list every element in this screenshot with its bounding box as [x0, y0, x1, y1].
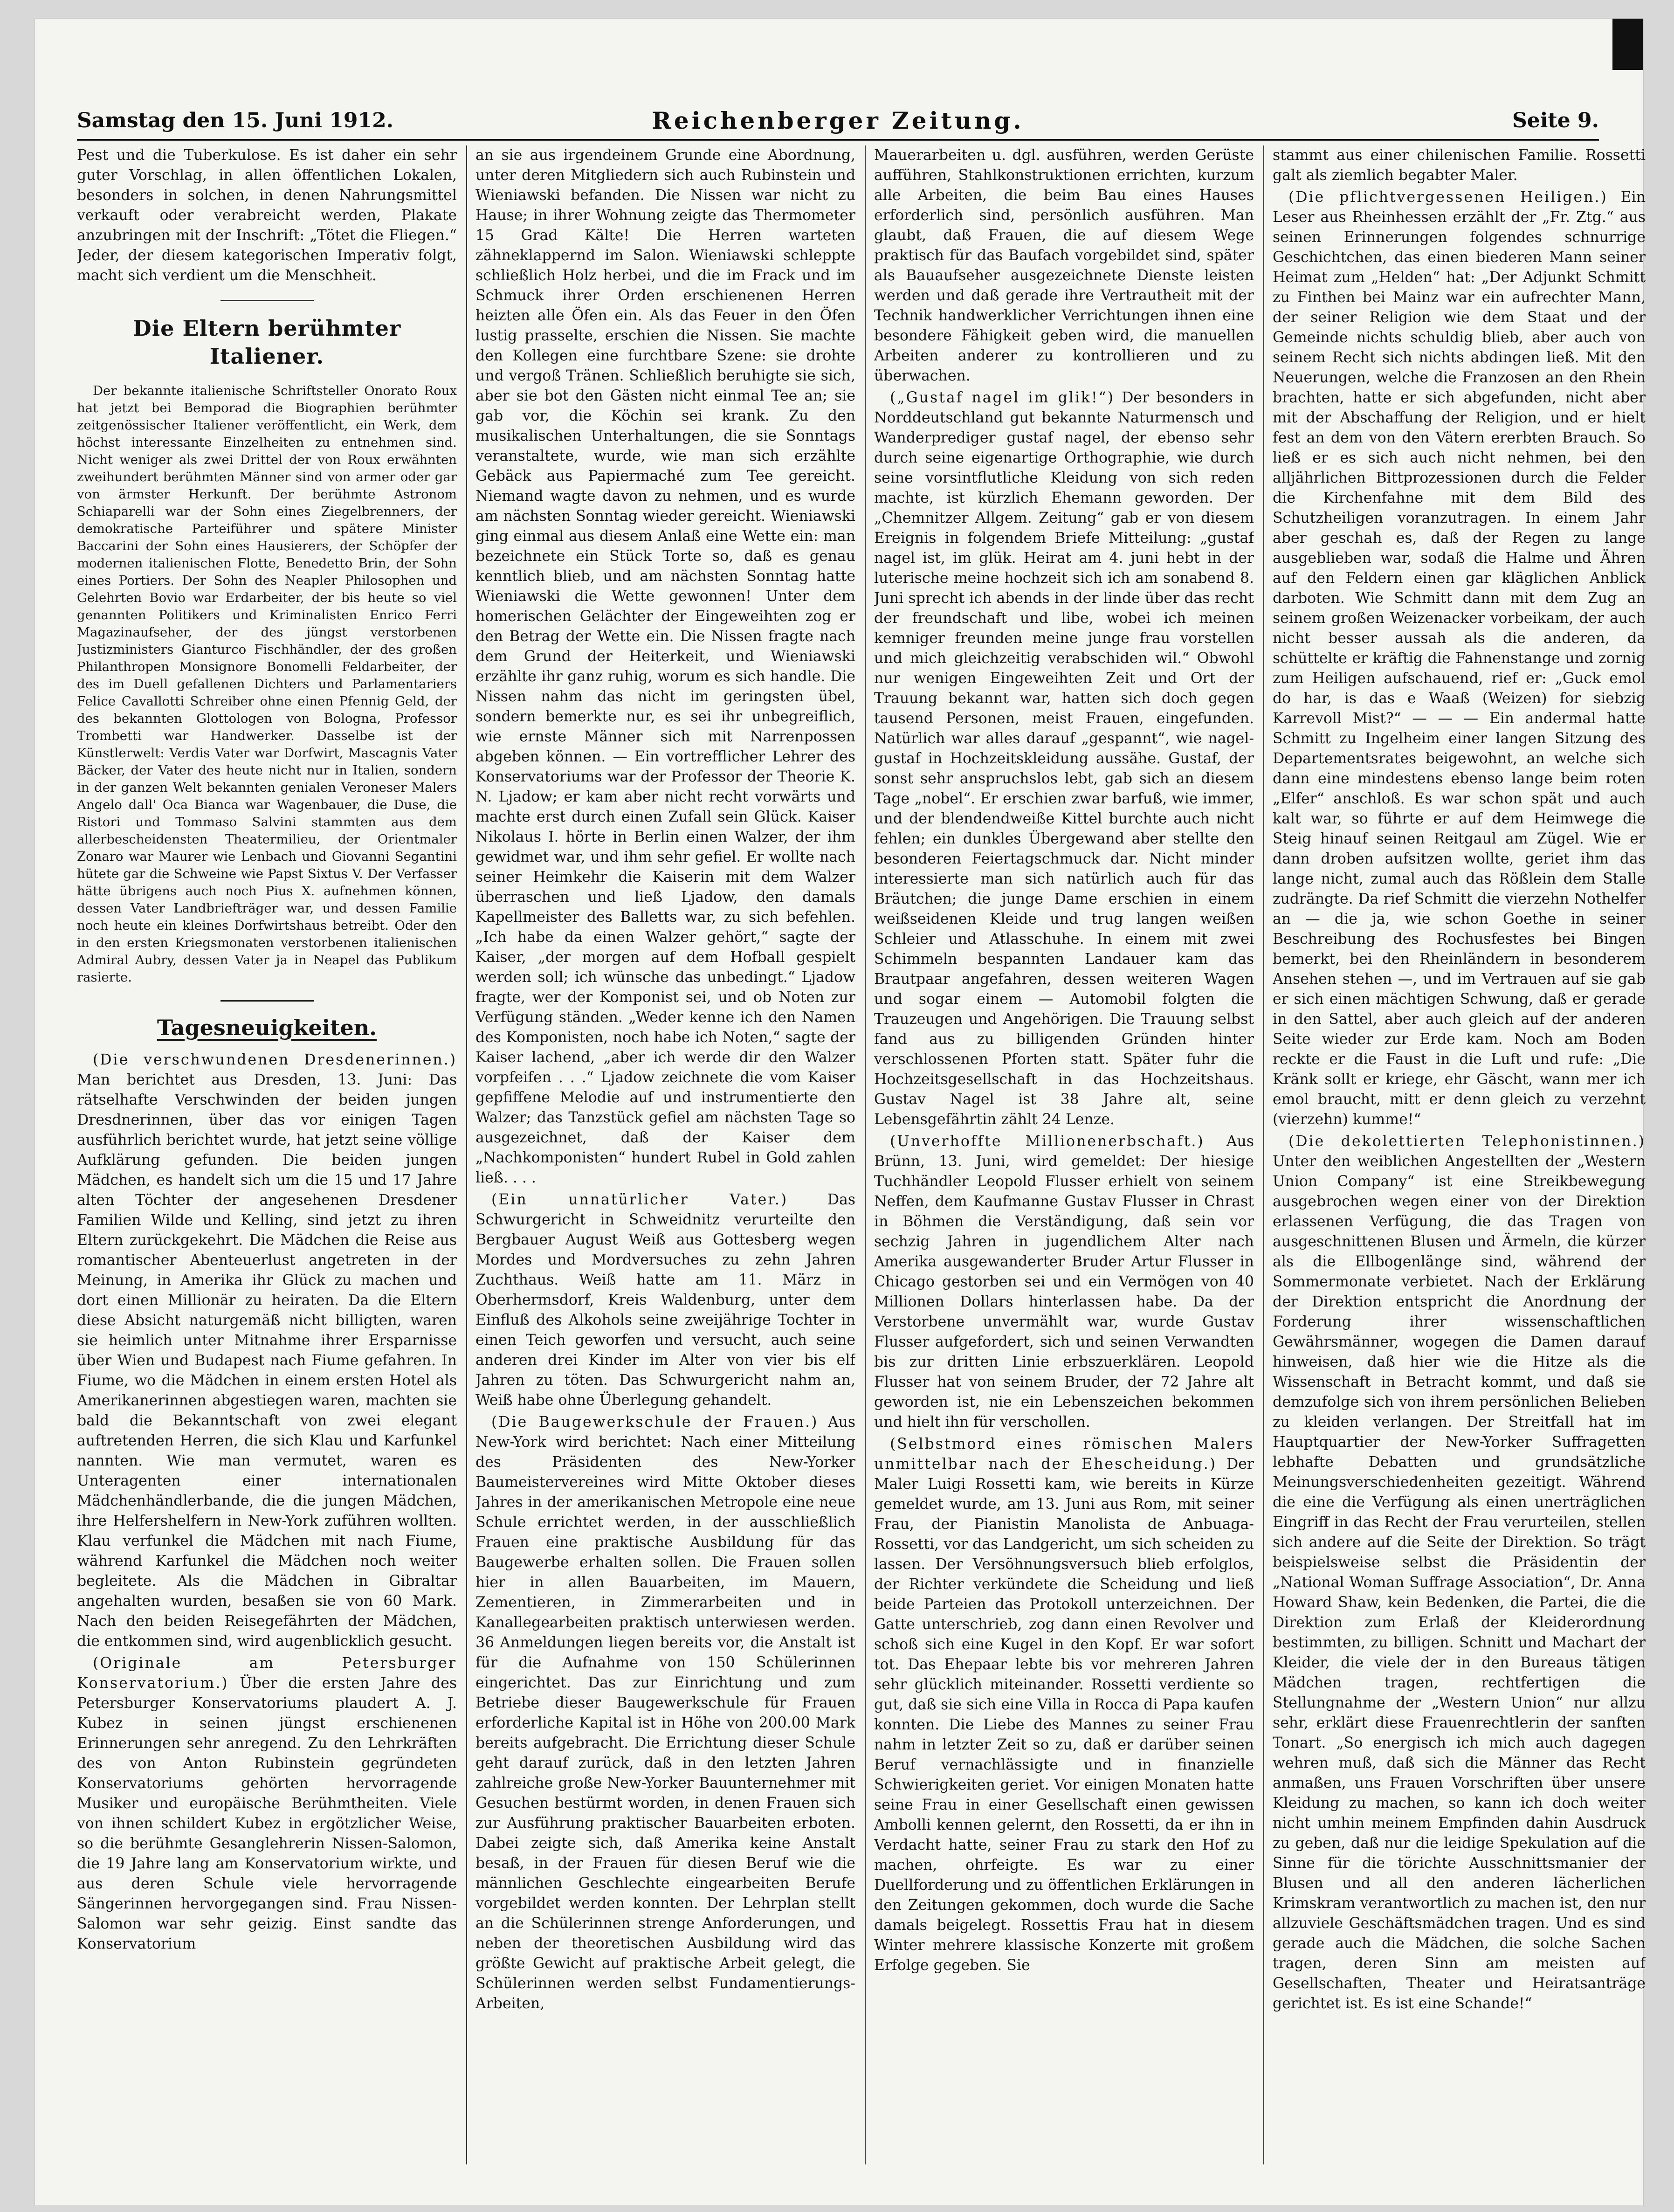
article-text: stammt aus einer chilenischen Familie. Rossetti galt als ziemlich begabter Maler. — [1273, 147, 1646, 184]
article-text: Der bekannte italienische Schriftsteller Onorato Roux hat jetzt bei Bemporad die Biographien berühmter zeitgenössischer Italiener veröffentlicht, ein Werk, dem höchst interessante Einzelheiten zu entnehmen sind. Nicht weniger als zwei Drittel der von Roux erwähnten zweihundert berühmten Männer sind von armer oder gar von ärmster Herkunft. Der berühmte Astronom Schiaparelli war der Sohn eines Ziegelbrenners, der demokratische Parteiführer und spätere Minister Baccarini der Sohn eines Hausierers, der Schöpfer der modernen italienischen Flotte, Benedetto Brin, der Sohn eines Portiers. Der Sohn des Neapler Philosophen und Gelehrten Bovio war Erdarbeiter, der bis heute so viel genannten Politikers und Kriminalisten Enrico Ferri Magazinaufseher, der des jüngst verstorbenen Justizministers Gianturco Fischhändler, der des großen Philanthropen Monsignore Bonomelli Feldarbeiter, der des im Duell gefallenen Dichters und Parlamentariers Felice Cavallotti Schreiber ohne einen Pfennig Geld, der des bekannten Glottologen von Bologna, Professor Trombetti war Handwerker. Dasselbe ist der Künstlerwelt: Verdis Vater war Dorfwirt, Mascagnis Vater Bäcker, der Vater des heute nicht nur in Italien, sondern in der ganzen Welt bekannten genialen Veroneser Malers Angelo dall' Oca Bianca war Wagenbauer, die Duse, die Ristori und Tommaso Salvini stammten aus dem allerbescheidensten Theatermilieu, der Orientmaler Zonaro war Maurer wie Lenbach und Giovanni Segantini hütete gar die Schweine wie Papst Sixtus V. Der Verfasser hätte übrigens auch noch Pius X. aufnehmen können, dessen Vater Landbriefträger war, und dessen Familie noch heute ein kleines Dorfwirtshaus betreibt. Oder den in den ersten Kriegsmonaten verstorbenen italienischen Admiral Aubry, dessen Vater ja in Neapel das Publikum rasierte. — [77, 383, 457, 985]
article-caption: (Unverhoffte Millionenerbschaft.) — [890, 1133, 1205, 1150]
article-caption: (Die Baugewerkschule der Frauen.) — [491, 1414, 819, 1431]
article-caption: (Die verschwundenen Dresdenerinnen.) — [93, 1051, 457, 1068]
header-rule — [77, 139, 1599, 141]
article-text: Der besonders in Norddeutschland gut bekannte Naturmensch und Wanderprediger gustaf nagel, der ebenso sehr durch seine eigenartige Orthographie, wie durch seine vorsintflutliche Kleidung von sich reden machte, ist kürzlich Ehemann geworden. Der „Chemnitzer Allgem. Zeitung“ gab er von diesem Ereignis in folgendem Briefe Mitteilung: „gustaf nagel ist, im glük. Heirat am 4. juni hebt in der luterische meine hochzeit sich ich am sonabend 8. Juni sprecht ich abends in der linde über das recht der freundschaft und libe, wobei ich meinen kemniger freunden meine junge frau vorstellen und mich gleichzeitig verabschiden wil.“ Obwohl nur wenigen Eingeweihten Zeit und Ort der Trauung bekannt war, hatten sich doch gegen tausend Personen, meist Frauen, eingefunden. Natürlich war alles darauf „gespannt“, wie nagel-gustaf in Hochzeitskleidung aussähe. Gustaf, der sonst sehr anspruchslos lebt, gab sich an diesem Tage „nobel“. Er erschien zwar barfuß, wie immer, und der blendendweiße Kittel burchte auch nicht fehlen; ein dunkles Übergewand aber stellte den besonderen Feiertagschmuck dar. Nicht minder interessierte man sich natürlich auch für das Bräutchen; die junge Dame erschien in einem weißseidenen Kleide und trug langen weißen Schleier und Atlasschuhe. In einem mit zwei Schimmeln bespannten Landauer kam das Brautpaar angefahren, dessen weiteren Wagen und sogar einem — Automobil folgten die Trauzeugen und Angehörigen. Die Trauung selbst fand aus zu billigenden Gründen hinter verschlossenen Pforten statt. Später fuhr die Hochzeitsgesellschaft in das Hochzeitshaus. Gustav Nagel ist 38 Jahre alt, seine Lebensgefährtin zählt 24 Lenze. — [874, 389, 1254, 1128]
column-1 — [77, 145, 457, 2174]
column-3 — [874, 145, 1254, 2174]
column-4 — [1273, 145, 1646, 2174]
article-text: Ein Leser aus Rheinhessen erzählt der „Fr. Ztg.“ aus seinen Erinnerungen folgendes schnurrige Geschichtchen, das einen biederen Mann seiner Heimat zum „Helden“ hat: „Der Adjunkt Schmitt zu Finthen bei Mainz war ein aufrechter Mann, der seiner Religion wie dem Staat und der Gemeinde nichts schuldig blieb, aber auch von seinem Recht sich nichts abdingen ließ. Mit den Neuerungen, welche die Franzosen an den Rhein brachten, hatte er sich abgefunden, nicht aber mit der Abschaffung der Religion, und er hielt fest an dem von den Vätern ererbten Brauch. So ließ er es sich auch nicht nehmen, bei den alljährlichen Bittprozessionen durch die Felder die Kirchenfahne mit dem Bild des Schutzheiligen voranzutragen. In einem Jahr aber geschah es, daß der Regen zu lange ausgeblieben war, sodaß die Halme und Ähren auf den Feldern einen gar kläglichen Anblick darboten. Wie Schmitt dann mit dem Zug an seinem großen Weizenacker vorbeikam, der auch nicht besser aussah als die anderen, da schüttelte er kräftig die Fahnenstange und zornig zum Heiligen aufschauend, rief er: „Guck emol do har, is das e Waaß (Weizen) for siebzig Karrevoll Mist?“ — — — Ein andermal hatte Schmitt zu Ingelheim einer langen Sitzung des Departementsrates beigewohnt, an welche sich dann eine mindestens ebenso lange beim roten „Elfer“ anschloß. Es war schon spät und auch kalt war, so führte er auf dem Heimwege die Steig hinauf seinen Reitgaul am Zügel. Wie er dann droben aufsitzen wollte, geriet ihm das lange nicht, zumal auch das Rößlein dem Stalle zudrängte. Da rief Schmitt die vierzehn Nothelfer an — die ja, wie schon Goethe in seiner Beschreibung des Rochusfestes bei Bingen bemerkt, bei den Rheinländern in besonderem Ansehen stehen —, und im Vertrauen auf sie gab er sich einen mächtigen Schwung, daß er gerade in den Sattel, aber auch gleich auf der anderen Seite wieder zur Erde kam. Noch am Boden reckte er die Faust in die Luft und rufe: „Die Kränk sollt er kriege, ehr Gäscht, wann mer ich emol braucht, mitt er denn gleich zu verzehnt (vierzehn) kumme!“ — [1273, 189, 1646, 1128]
article-caption: (Die pflichtvergessenen Heiligen.) — [1288, 189, 1608, 206]
article-text: Pest und die Tuberkulose. Es ist daher ein sehr guter Vorschlag, in allen öffentlichen Lokalen, besonders in solchen, in denen Nahrungsmittel verkauft oder verabreicht werden, Plakate anzubringen mit der Inschrift: „Tötet die Fliegen.“ Jeder, der diesem kategorischen Imperativ folgt, macht sich verdient um die Menschheit. — [77, 147, 457, 284]
article-text: Der Maler Luigi Rossetti kam, wie bereits in Kürze gemeldet wurde, am 13. Juni aus Rom, mit seiner Frau, der Pianistin Manolista de Anbuaga-Rossetti, vor das Landgericht, um sich scheiden zu lassen. Der Versöhnungsversuch blieb erfolglos, der Richter verkündete die Scheidung und ließ beide Parteien das Protokoll unterzeichnen. Der Gatte unterschrieb, zog dann einen Revolver und schoß sich eine Kugel in den Kopf. Er war sofort tot. Das Ehepaar lebte bis vor mehreren Jahren sehr glücklich miteinander. Rossetti verdiente so gut, daß sie sich eine Villa in Rocca di Papa kaufen konnten. Die Liebe des Mannes zu seiner Frau nahm in letzter Zeit so zu, daß er darüber seinen Beruf vernachlässigte und in finanzielle Schwierigkeiten geriet. Vor einigen Monaten hatte seine Frau in einer Gesellschaft einen gewissen Ambolli kennen gelernt, den Rossetti, da er ihn in Verdacht hatte, seiner Frau zu stark den Hof zu machen, ohrfeigte. Es war zu einer Duellforderung und zu öffentlichen Erklärungen in den Zeitungen gekommen, doch wurde die Sache damals beigelegt. Rossettis Frau hat in diesem Winter mehrere klassische Konzerte mit großem Erfolge gegeben. Sie — [874, 1456, 1254, 1974]
scan-corner-mark — [1612, 19, 1643, 70]
article-caption: („Gustaf nagel im glik!“) — [890, 389, 1115, 406]
article-caption: (Die dekolettierten Telephonistinnen.) — [1288, 1133, 1646, 1150]
article-text: Man berichtet aus Dresden, 13. Juni: Das rätselhafte Verschwinden der beiden jungen Dresdnerinnen, über das vor einigen Tagen ausführlich berichtet wurde, hat jetzt seine völlige Aufklärung gefunden. Die beiden jungen Mädchen, es handelt sich um die 15 und 17 Jahre alten Töchter der angesehenen Dresdener Familien Wilde und Kelling, sind jetzt zu ihren Eltern zurückgekehrt. Die Mädchen die Reise aus romantischer Abenteuerlust angetreten in der Meinung, in Amerika ihr Glück zu machen und dort einen Millionär zu heiraten. Da die Eltern diese Absicht naturgemäß nicht billigten, waren sie heimlich unter Mitnahme ihrer Ersparnisse über Wien und Budapest nach Fiume gefahren. In Fiume, wo die Mädchen in einem ersten Hotel als Amerikanerinnen abgestiegen waren, machten sie bald die Bekanntschaft von zwei elegant auftretenden Herren, die sich Klau und Karfunkel nannten. Wie man vermutet, waren es Unteragenten einer internationalen Mädchenhändlerbande, die die jungen Mädchen, ihre Helfershelfern in New-York zuführen wollten. Klau verfunkel die Mädchen mit nach Fiume, während Karfunkel die Mädchen noch weiter begleitete. Als die Mädchen in Gibraltar angehalten wurden, besaßen sie von 60 Mark. Nach den beiden Reisegefährten der Mädchen, die entkommen sind, wird augenblicklich gesucht. — [77, 1071, 457, 1650]
article-text: Mauerarbeiten u. dgl. ausführen, werden Gerüste aufführen, Stahlkonstruktionen errichten, kurzum alle Arbeiten, die beim Bau eines Hauses erforderlich sind, persönlich ausführen. Man glaubt, daß Frauen, die auf diesem Wege praktisch für das Baufach vorgebildet sind, später als Bauaufseher ausgezeichnete Dienste leisten werden und daß gerade ihre Vertrautheit mit der Technik handwerklicher Verrichtungen ihnen eine besondere Fähigkeit geben wird, die manuellen Arbeiten anderer zu kontrollieren und zu überwachen. — [874, 147, 1254, 384]
article-text: Aus Brünn, 13. Juni, wird gemeldet: Der hiesige Tuchhändler Leopold Flusser erhielt von seinem Neffen, dem Kaufmanne Gustav Flusser in Chrast in Böhmen die Verständigung, daß sein vor sechzig Jahren in jugendlichem Alter nach Amerika ausgewanderter Bruder Artur Flusser in Chicago gestorben sei und ein Vermögen von 40 Millionen Dollars hinterlassen habe. Da der Verstorbene unvermählt war, wurde Gustav Flusser aufgefordert, sich und seinen Verwandten bis zur dritten Linie erbszuerklären. Leopold Flusser hat von seinem Bruder, der 72 Jahre alt geworden ist, nie ein Lebenszeichen bekommen und hielt ihn für verschollen. — [874, 1133, 1254, 1431]
masthead — [77, 105, 1599, 138]
article-caption: (Ein unnatürlicher Vater.) — [491, 1191, 788, 1208]
column-divider — [1263, 145, 1264, 2164]
article-text: Das Schwurgericht in Schweidnitz verurteilte den Bergbauer August Weiß aus Gottesberg wegen Mordes und Mordversuches zu zehn Jahren Zuchthaus. Weiß hatte am 11. März in Oberhermsdorf, Kreis Waldenburg, unter dem Einfluß des Alkohols seine zweijährige Tochter in einen Teich geworfen und versucht, auch seine anderen drei Kinder im Alter von vier bis elf Jahren zu töten. Das Schwurgericht nahm an, Weiß habe ohne Überlegung gehandelt. — [475, 1191, 855, 1409]
article-text: Über die ersten Jahre des Petersburger Konservatoriums plaudert A. J. Kubez in seinen jüngst erschienenen Erinnerungen sehr anregend. Zu den Lehrkräften des von Anton Rubinstein gegründeten Konservatoriums gehörten hervorragende Musiker und europäische Berühmtheiten. Viele von ihnen schildert Kubez in ergötzlicher Weise, so die berühmte Gesanglehrerin Nissen-Salomon, die 19 Jahre lang am Konservatorium wirkte, und aus deren Schule viele hervorragende Sängerinnen hervorgegangen sind. Frau Nissen-Salomon war sehr geizig. Einst sandte das Konservatorium — [77, 1675, 457, 1952]
column-divider — [865, 145, 866, 2164]
article-text: Unter den weiblichen Angestellten der „Western Union Company“ ist eine Streikbewegung ausgebrochen wegen einer von der Direktion erlassenen Verfügung, die das Tragen von ausgeschnittenen Blusen und Ärmeln, die kürzer als die Ellbogenlänge sind, während der Sommermonate verbietet. Nach der Erklärung der Direktion entspricht die Anordnung der Forderung ihrer wissenschaftlichen Gewährsmänner, wogegen die Damen darauf hinweisen, daß hier wie die Hitze als die Wissenschaft in Betracht kommt, und daß sie demzufolge sich von ihrem persönlichen Belieben zu kleiden verlangen. Der Streitfall hat im Hauptquartier der New-Yorker Suffragetten lebhafte Debatten und grundsätzliche Meinungsverschiedenheiten gezeitigt. Während die eine die Verfügung als einen unerträglichen Eingriff in das Recht der Frau verurteilen, stellen sich andere auf die Seite der Direktion. So trägt beispielsweise selbst die Präsidentin der „National Woman Suffrage Association“, Dr. Anna Howard Shaw, kein Bedenken, die Partei, die die Direktion zum Erlaß der Kleiderordnung bestimmten, zu billigen. Schnitt und Machart der Kleider, die viele der in den Bureaus tätigen Mädchen tragen, rechtfertigen die Stellungnahme der „Western Union“ nur allzu sehr, erklärt diese Frauenrechtlerin der sanften Tonart. „So energisch ich mich auch dagegen wehren muß, daß sich die Männer das Recht anmaßen, uns Frauen Vorschriften über unsere Kleidung zu machen, so kann ich doch weiter nicht umhin meinem Empfinden dahin Ausdruck zu geben, daß nur die leidige Spekulation auf die Sinne für die törichte Ausschnittsmanier der Blusen und all den anderen lächerlichen Krimskram verantwortlich zu machen ist, den nur allzuviele Geschäftsmädchen tragen. Und es sind gerade auch die Mädchen, die solche Sachen tragen, deren Sinn am meisten auf Gesellschaften, Theater und Heiratsanträge gerichtet ist. Es ist eine Schande!“ — [1273, 1153, 1646, 2012]
article-text: an sie aus irgendeinem Grunde eine Abordnung, unter deren Mitgliedern sich auch Rubinstein und Wieniawski befanden. Die Nissen war nicht zu Hause; in ihrer Wohnung zeigte das Thermometer 15 Grad Kälte! Die Herren warteten zähneklappernd im Salon. Wieniawski schleppte schließlich Holz herbei, und die im Frack und im Schmuck ihrer Orden erschienenen Herren heizten alle Öfen ein. Als das Feuer in den Öfen lustig prasselte, erschien die Nissen. Sie machte den Kollegen eine furchtbare Szene: sie drohte und vergoß Tränen. Schließlich beruhigte sie sich, aber sie bot den Gästen nicht einmal Tee an; sie gab vor, die Köchin sei krank. Zu den musikalischen Unterhaltungen, die sie Sonntags veranstaltete, wurde, wie man sich erzählte Gebäck aus Papiermaché zum Tee gereicht. Niemand wagte davon zu nehmen, und es wurde am nächsten Sonntag wieder gereicht. Wieniawski ging einmal aus diesem Anlaß eine Wette ein: man bezeichnete ein Stück Torte so, daß es genau kenntlich blieb, und am nächsten Sonntag hatte Wieniawski die Wette gewonnen! Unter dem homerischen Gelächter der Eingeweihten zog er den Betrag der Wette ein. Die Nissen fragte nach dem Grund der Heiterkeit, und Wieniawski erzählte ihr ganz ruhig, worum es sich handle. Die Nissen nahm das nicht im geringsten übel, sondern bemerkte nur, es sei ihr unbegreiflich, wie ernste Männer sich mit Narrenpossen abgeben können. — Ein vortrefflicher Lehrer des Konservatoriums war der Professor der Theorie K. N. Ljadow; er kam aber nicht recht vorwärts und machte erst durch einen Zufall sein Glück. Kaiser Nikolaus I. hörte in Berlin einen Walzer, der ihm gewidmet war, und ihm sehr gefiel. Er wollte nach seiner Heimkehr die Kaiserin mit dem Walzer überraschen und ließ Ljadow, den damals Kapellmeister des Balletts war, zu sich befehlen. „Ich habe da einen Walzer gehört,“ sagte der Kaiser, „der morgen auf dem Hofball gespielt werden soll; ich wünsche das unbedingt.“ Ljadow fragte, wer der Komponist sei, und ob Noten zur Verfügung ständen. „Weder kenne ich den Namen des Komponisten, noch habe ich Noten,“ sagte der Kaiser lachend, „aber ich werde dir den Walzer vorpfeifen . . .“ Ljadow zeichnete die vom Kaiser gepfiffene Melodie auf und instrumentierte den Walzer; das Tanzstück gefiel am nächsten Tage so ausgezeichnet, daß der Kaiser dem „Nachkomponisten“ hundert Rubel in Gold zahlen ließ. . . . — [475, 147, 855, 1186]
separator-rule — [220, 300, 314, 301]
page-number: Seite 9. — [1512, 109, 1599, 132]
section-heading: Tagesneuigkeiten. — [157, 1015, 377, 1040]
article-text: Aus New-York wird berichtet: Nach einer Mitteilung des Präsidenten des New-Yorker Baumeistervereines wird Mitte Oktober dieses Jahres in der amerikanischen Metropole eine neue Schule errichtet werden, in der ausschließlich Frauen eine praktische Ausbildung für das Baugewerbe erhalten sollen. Die Frauen sollen hier in allen Bauarbeiten, im Mauern, Zementieren, in Zimmerarbeiten und in Kanallegearbeiten praktisch unterwiesen werden. 36 Anmeldungen liegen bereits vor, die Anstalt ist für die Aufnahme von 150 Schülerinnen eingerichtet. Das zur Einrichtung und zum Betriebe dieser Baugewerkschule für Frauen erforderliche Kapital ist in Höhe von 200.00 Mark bereits aufgebracht. Die Errichtung dieser Schule geht darauf zurück, daß in den letzten Jahren zahlreiche große New-Yorker Bauunternehmer mit Gesuchen bestürmt worden, in denen Frauen sich zur Ausführung praktischer Bauarbeiten erboten. Dabei zeigte sich, daß Amerika keine Anstalt besaß, in der Frauen für diesen Beruf wie die männlichen Geschlechte eingearbeiten Berufe vorgebildet werden konnten. Der Lehrplan stellt an die Schülerinnen strenge Anforderungen, und neben der theoretischen Ausbildung wird das größte Gewicht auf praktische Arbeit gelegt, die Schülerinnen werden selbst Fundamentierungs- Arbeiten, — [475, 1414, 855, 2012]
article-headline: Die Eltern berühmter Italiener. — [132, 316, 401, 369]
column-divider — [466, 145, 467, 2164]
article-caption: (Selbstmord eines römischen Malers unmittelbar nach der Ehescheidung.) — [874, 1436, 1254, 1472]
newspaper-page — [35, 19, 1646, 2205]
separator-rule — [220, 1000, 314, 1002]
article-caption: (Originale am Petersburger Konservatorium.) — [77, 1655, 457, 1692]
issue-date: Samstag den 15. Juni 1912. — [77, 109, 394, 132]
newspaper-title: Reichenberger Zeitung. — [652, 107, 1024, 134]
column-2 — [475, 145, 855, 2174]
